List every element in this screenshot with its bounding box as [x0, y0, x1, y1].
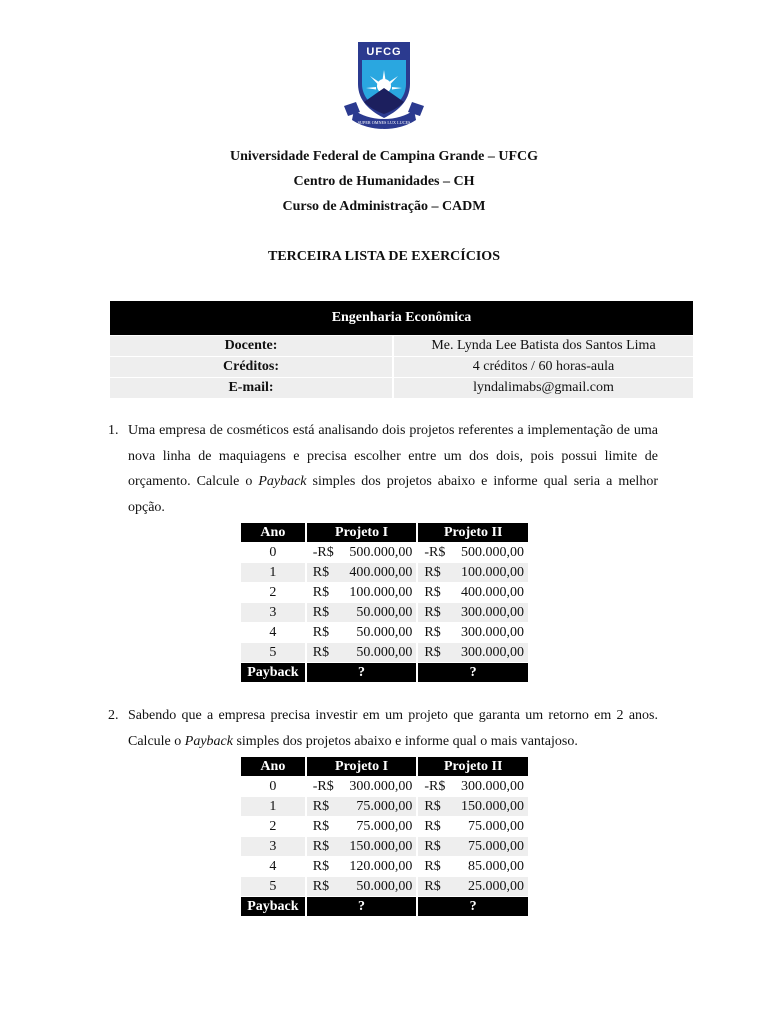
amount: 100.000,00 — [461, 564, 524, 580]
currency: R$ — [424, 644, 441, 660]
amount: 300.000,00 — [461, 644, 524, 660]
amount: 75.000,00 — [356, 818, 413, 834]
ano-cell: 3 — [241, 603, 306, 623]
amount: 50.000,00 — [356, 624, 413, 640]
currency: R$ — [312, 604, 330, 620]
table-row — [241, 643, 528, 663]
course-title: Engenharia Econômica — [110, 301, 693, 336]
amount: 400.000,00 — [461, 584, 524, 600]
amount: 120.000,00 — [349, 858, 413, 874]
payback-table-1 — [241, 523, 528, 682]
creditos-label: Créditos: — [110, 357, 393, 378]
table-row — [241, 857, 528, 877]
course-row-email — [110, 378, 693, 399]
email-value: lyndalimabs@gmail.com — [393, 378, 693, 399]
currency: R$ — [312, 564, 330, 580]
projeto-i-cell — [306, 583, 418, 603]
ano-cell: 1 — [241, 797, 306, 817]
projeto-i-cell — [306, 563, 418, 583]
amount: 50.000,00 — [356, 878, 413, 894]
projeto-ii-cell — [417, 857, 528, 877]
projeto-ii-cell — [417, 583, 528, 603]
ufcg-logo — [340, 40, 428, 132]
currency: R$ — [424, 624, 441, 640]
projeto-ii-cell — [417, 877, 528, 897]
currency: R$ — [424, 564, 441, 580]
ano-cell: 1 — [241, 563, 306, 583]
question-1-italic: Payback — [258, 474, 307, 489]
amount: 25.000,00 — [468, 878, 524, 894]
docente-label: Docente: — [110, 336, 393, 357]
col-ano: Ano — [241, 523, 306, 543]
course-info-table — [110, 301, 693, 398]
projeto-ii-cell — [417, 623, 528, 643]
projeto-ii-cell — [417, 837, 528, 857]
projeto-i-cell — [306, 643, 418, 663]
question-2-italic: Payback — [184, 733, 233, 749]
logo-text: UFCG — [366, 46, 402, 58]
amount: 500.000,00 — [461, 544, 524, 560]
ano-cell: 4 — [241, 857, 306, 877]
projeto-i-cell — [306, 543, 418, 563]
currency: R$ — [312, 818, 330, 834]
projeto-i-cell — [306, 777, 418, 797]
currency: R$ — [424, 818, 441, 834]
question-1-text-after: simples dos projetos abaixo e informe qual seria a melhor opção. — [128, 474, 658, 515]
amount: 400.000,00 — [349, 564, 413, 580]
currency: -R$ — [424, 544, 446, 560]
currency: -R$ — [312, 778, 334, 794]
payback-projeto-ii: ? — [417, 897, 528, 917]
amount: 85.000,00 — [468, 858, 524, 874]
projeto-i-cell — [306, 623, 418, 643]
question-2 — [108, 703, 658, 754]
col-projeto-i: Projeto I — [306, 523, 418, 543]
payback-projeto-i: ? — [306, 663, 418, 683]
table-row — [241, 623, 528, 643]
currency: R$ — [312, 584, 330, 600]
table-row — [241, 603, 528, 623]
question-1 — [108, 418, 658, 520]
table-row — [241, 817, 528, 837]
currency: R$ — [312, 878, 330, 894]
course-row-creditos — [110, 357, 693, 378]
amount: 300.000,00 — [461, 604, 524, 620]
course-name: Curso de Administração – CADM — [282, 199, 486, 214]
ano-cell: 0 — [241, 777, 306, 797]
projeto-ii-cell — [417, 603, 528, 623]
table-row — [241, 877, 528, 897]
amount: 50.000,00 — [356, 604, 413, 620]
university-name: Universidade Federal de Campina Grande – UFCG — [230, 149, 538, 164]
projeto-ii-cell — [417, 543, 528, 563]
question-2-text-after: simples dos projetos abaixo e informe qual o mais vantajoso. — [232, 733, 578, 749]
projeto-i-cell — [306, 817, 418, 837]
col-projeto-ii: Projeto II — [417, 523, 528, 543]
docente-value: Me. Lynda Lee Batista dos Santos Lima — [393, 336, 693, 357]
payback-row — [241, 663, 528, 683]
course-row-docente — [110, 336, 693, 357]
currency: -R$ — [312, 544, 334, 560]
col-ano: Ano — [241, 757, 306, 777]
table-row — [241, 837, 528, 857]
projeto-ii-cell — [417, 797, 528, 817]
projeto-i-cell — [306, 797, 418, 817]
currency: R$ — [312, 798, 330, 814]
projeto-ii-cell — [417, 563, 528, 583]
ano-cell: 4 — [241, 623, 306, 643]
payback-label: Payback — [241, 663, 306, 683]
projeto-ii-cell — [417, 643, 528, 663]
table-row — [241, 563, 528, 583]
payback-projeto-ii: ? — [417, 663, 528, 683]
currency: R$ — [424, 798, 441, 814]
currency: R$ — [424, 858, 441, 874]
table-row — [241, 797, 528, 817]
projeto-ii-cell — [417, 777, 528, 797]
ano-cell: 5 — [241, 877, 306, 897]
payback-projeto-i: ? — [306, 897, 418, 917]
projeto-i-cell — [306, 877, 418, 897]
currency: R$ — [424, 584, 441, 600]
logo-motto: SUPER OMNES LUX LUCES — [357, 120, 411, 125]
col-projeto-ii: Projeto II — [417, 757, 528, 777]
projeto-ii-cell — [417, 817, 528, 837]
amount: 300.000,00 — [349, 778, 413, 794]
amount: 150.000,00 — [461, 798, 524, 814]
amount: 75.000,00 — [468, 838, 524, 854]
question-2-text — [128, 703, 658, 754]
currency: R$ — [312, 624, 330, 640]
col-projeto-i: Projeto I — [306, 757, 418, 777]
table-row — [241, 777, 528, 797]
payback-row — [241, 897, 528, 917]
amount: 50.000,00 — [356, 644, 413, 660]
currency: R$ — [424, 604, 441, 620]
list-title: TERCEIRA LISTA DE EXERCÍCIOS — [268, 249, 500, 264]
projeto-i-cell — [306, 857, 418, 877]
amount: 75.000,00 — [356, 798, 413, 814]
payback-table-2 — [241, 757, 528, 916]
table-row — [241, 583, 528, 603]
ano-cell: 3 — [241, 837, 306, 857]
projeto-i-cell — [306, 837, 418, 857]
question-2-number: 2. — [108, 708, 119, 723]
amount: 75.000,00 — [468, 818, 524, 834]
question-1-text — [128, 418, 658, 520]
ano-cell: 0 — [241, 543, 306, 563]
ano-cell: 5 — [241, 643, 306, 663]
table-row — [241, 543, 528, 563]
center-name: Centro de Humanidades – CH — [293, 174, 475, 189]
amount: 300.000,00 — [461, 624, 524, 640]
ano-cell: 2 — [241, 583, 306, 603]
currency: R$ — [312, 858, 330, 874]
question-2-text-before: Sabendo que a empresa precisa investir em um projeto que garanta um retorno em 2 anos. Calcule o — [128, 708, 658, 749]
ano-cell: 2 — [241, 817, 306, 837]
question-1-text-before: Uma empresa de cosméticos está analisando dois projetos referentes a implementação de uma nova linha de maquiagens e precisa escolher entre um dos dois, pois possui limite de orçamento. Calcule o — [128, 423, 658, 489]
currency: -R$ — [424, 778, 446, 794]
currency: R$ — [424, 838, 441, 854]
amount: 100.000,00 — [349, 584, 413, 600]
amount: 150.000,00 — [349, 838, 413, 854]
currency: R$ — [312, 838, 330, 854]
amount: 300.000,00 — [461, 778, 524, 794]
currency: R$ — [424, 878, 441, 894]
question-1-number: 1. — [108, 423, 119, 438]
creditos-value: 4 créditos / 60 horas-aula — [393, 357, 693, 378]
amount: 500.000,00 — [349, 544, 413, 560]
email-label: E-mail: — [110, 378, 393, 399]
currency: R$ — [312, 644, 330, 660]
payback-label: Payback — [241, 897, 306, 917]
projeto-i-cell — [306, 603, 418, 623]
